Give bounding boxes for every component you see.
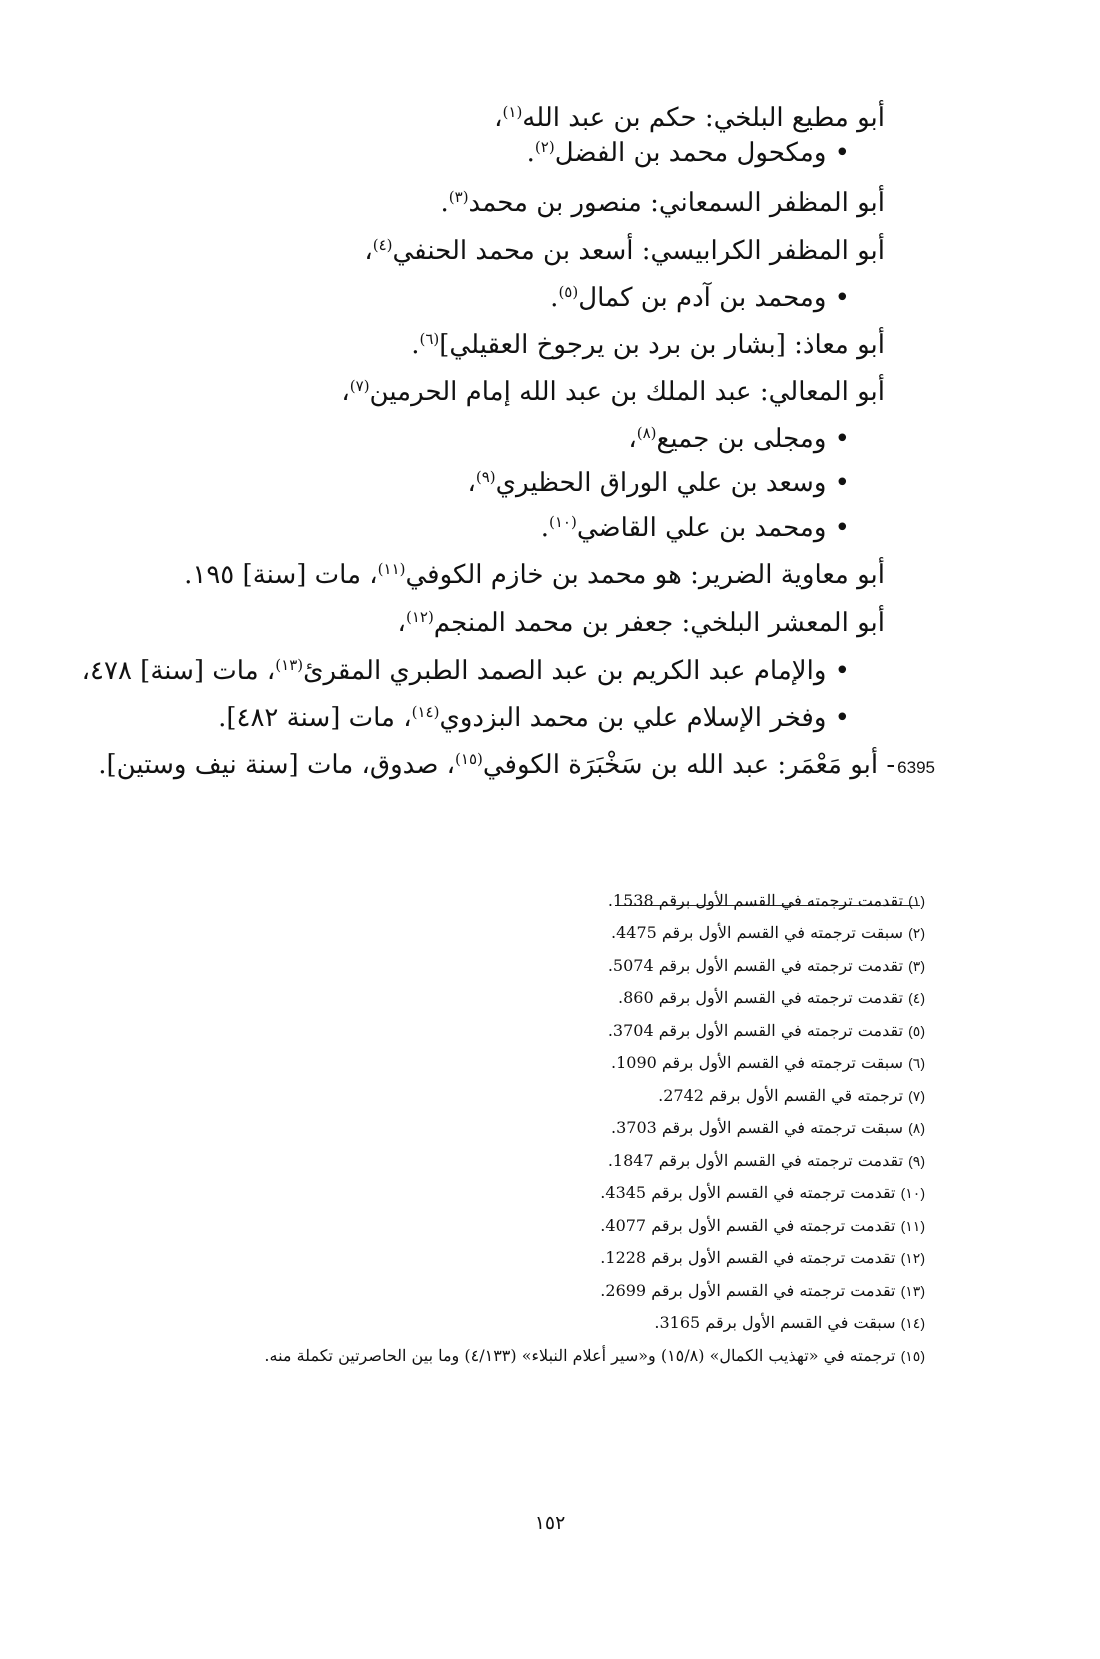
footnote-ref[interactable]: (٨) bbox=[636, 424, 657, 442]
body-line: أبو المظفر السمعاني: منصور بن محمد$^{(٣)}$. bbox=[440, 188, 885, 218]
footnote-ref[interactable]: (١٥) bbox=[455, 750, 483, 768]
body-line: أبو المظفر الكرابيسي: أسعد بن محمد الحنفي$^{(٤)}$، bbox=[364, 236, 885, 266]
footnote-ref[interactable]: (١٢) bbox=[405, 608, 434, 626]
footnote: (١٢) تقدمت ترجمته في القسم الأول برقم 1228. bbox=[600, 1248, 925, 1267]
body-line: • ومكحول محمد بن الفضل$^{(٢)}$. bbox=[526, 138, 850, 168]
footnote-ref[interactable]: (١٣) bbox=[275, 656, 304, 674]
body-line: أبو مطيع البلخي: حكم بن عبد الله$^{(١)}$، bbox=[494, 103, 885, 133]
body-line: • ومحمد بن علي القاضي$^{(١٠)}$. bbox=[540, 513, 850, 543]
footnote: (١١) تقدمت ترجمته في القسم الأول برقم 4077. bbox=[600, 1216, 925, 1235]
footnote: (١٣) تقدمت ترجمته في القسم الأول برقم 2699. bbox=[600, 1281, 925, 1300]
footnote-ref[interactable]: (١١) bbox=[377, 560, 406, 578]
footnote-ref[interactable]: (٣) bbox=[448, 188, 469, 206]
body-line: • والإمام عبد الكريم بن عبد الصمد الطبري المقرئ$^{(١٣)}$، مات [سنة] ٤٧٨، bbox=[81, 656, 850, 686]
footnote-ref[interactable]: (٢) bbox=[534, 138, 555, 156]
footnote-ref[interactable]: (١٤) bbox=[411, 703, 440, 721]
footnote-ref[interactable]: (٩) bbox=[475, 468, 496, 486]
footnote: (١٤) سبقت في القسم الأول برقم 3165. bbox=[654, 1313, 925, 1332]
footnote: (٨) سبقت ترجمته في القسم الأول برقم 3703. bbox=[611, 1118, 925, 1137]
footnote: (٣) تقدمت ترجمته في القسم الأول برقم 5074. bbox=[607, 956, 925, 975]
body-line: • ومجلى بن جميع$^{(٨)}$، bbox=[628, 424, 850, 454]
footnote: (٢) سبقت ترجمته في القسم الأول برقم 4475. bbox=[611, 923, 925, 942]
footnote: (١٥) ترجمته في «تهذيب الكمال» (١٥/٨) و«سير أعلام النبلاء» (٤/١٣٣) وما بين الحاصرتين تكملة منه. bbox=[264, 1346, 925, 1365]
footnote-ref[interactable]: (٦) bbox=[419, 330, 440, 348]
body-line: أبو المعشر البلخي: جعفر بن محمد المنجم$^{(١٢)}$، bbox=[397, 608, 885, 638]
body-line: • وفخر الإسلام علي بن محمد البزدوي$^{(١٤)}$، مات [سنة ٤٨٢]. bbox=[218, 703, 850, 733]
footnote: (١) تقدمت ترجمته في القسم الأول برقم 1538. bbox=[607, 891, 925, 910]
body-line: • ومحمد بن آدم بن كمال$^{(٥)}$. bbox=[550, 283, 850, 313]
body-line: أبو معاذ: [بشار بن برد بن يرجوخ العقيلي]$^{(٦)}$. bbox=[411, 330, 885, 360]
footnote: (٩) تقدمت ترجمته في القسم الأول برقم 1847. bbox=[607, 1151, 925, 1170]
body-line: • وسعد بن علي الوراق الحظيري$^{(٩)}$، bbox=[467, 468, 850, 498]
footnote-ref[interactable]: (١) bbox=[502, 103, 523, 121]
footnote: (١٠) تقدمت ترجمته في القسم الأول برقم 4345. bbox=[600, 1183, 925, 1202]
page-number: ١٥٢ bbox=[534, 1512, 566, 1534]
entry-line: 6395- أبو مَعْمَر: عبد الله بن سَخْبَرَة الكوفي$^{(١٥)}$، صدوق، مات [سنة نيف وستين]. bbox=[98, 750, 935, 780]
footnote: (٦) سبقت ترجمته في القسم الأول برقم 1090. bbox=[611, 1053, 925, 1072]
footnote-ref[interactable]: (١٠) bbox=[549, 513, 577, 531]
footnote-ref[interactable]: (٥) bbox=[558, 283, 579, 301]
footnote-ref[interactable]: (٧) bbox=[349, 377, 370, 395]
footnote-ref[interactable]: (٤) bbox=[372, 236, 393, 254]
footnote: (٥) تقدمت ترجمته في القسم الأول برقم 3704. bbox=[607, 1021, 925, 1040]
entry-number: 6395 bbox=[897, 758, 935, 777]
footnote: (٤) تقدمت ترجمته في القسم الأول برقم 860. bbox=[617, 988, 925, 1007]
body-line: أبو معاوية الضرير: هو محمد بن خازم الكوفي$^{(١١)}$، مات [سنة] ١٩٥. bbox=[184, 560, 885, 590]
footnote: (٧) ترجمته قي القسم الأول برقم 2742. bbox=[658, 1086, 925, 1105]
body-line: أبو المعالي: عبد الملك بن عبد الله إمام الحرمين$^{(٧)}$، bbox=[341, 377, 885, 407]
